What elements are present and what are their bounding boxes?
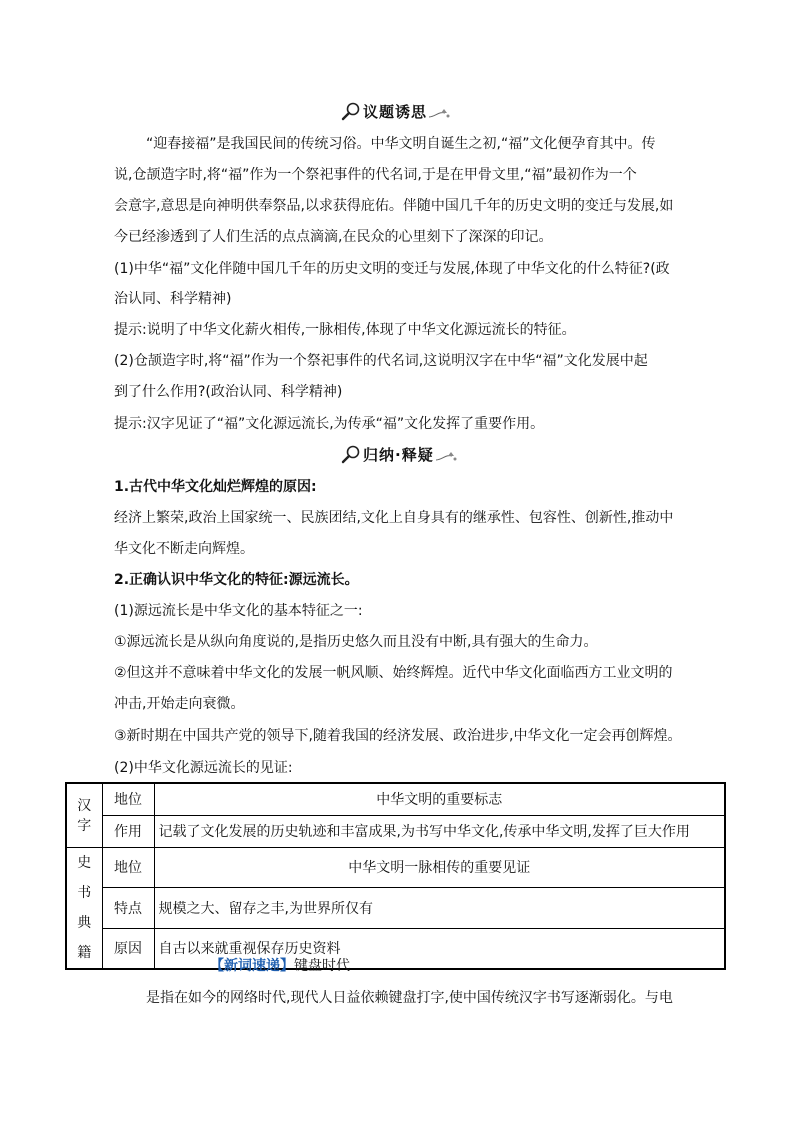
decorative-flourish-icon [427, 101, 453, 121]
answer-2: 提示:汉字见证了“福”文化源远流长,为传承“福”文化发挥了重要作用。 [114, 416, 545, 432]
bullet-2-line-1: ②但这并不意味着中华文化的发展一帆风顺、始终辉煌。近代中华文化面临西方工业文明的 [114, 665, 673, 681]
category-shishu-line-2: 典籍 [77, 914, 92, 961]
heading-2: 2.正确认识中华文化的特征:源远流长。 [114, 572, 359, 588]
table-row [66, 815, 725, 847]
decorative-flourish-icon [434, 444, 460, 464]
bullet-1: ①源远流长是从纵向角度说的,是指历史悠久而且没有中断,具有强大的生命力。 [114, 634, 598, 650]
magnifier-icon [341, 101, 363, 121]
heading-1: 1.古代中华文化灿烂辉煌的原因: [114, 479, 317, 495]
question-2-line-2: 到了什么作用?(政治认同、科学精神) [114, 384, 343, 400]
sub-point-2: (2)中华文化源远流长的见证: [114, 760, 293, 776]
intro-line-1: “迎春接福”是我国民间的传统习俗。中华文明自诞生之初,“福”文化便孕育其中。传 [146, 136, 656, 152]
row-content: 中华文明一脉相传的重要见证 [154, 847, 725, 888]
section-header-summary [341, 443, 460, 465]
paragraph-1-line-2: 华文化不断走向辉煌。 [114, 541, 254, 557]
category-hanzi: 汉字 [66, 783, 102, 847]
last-line: 是指在如今的网络时代,现代人日益依赖键盘打字,使中国传统汉字书写逐渐弱化。与电 [146, 990, 673, 1006]
intro-line-2: 说,仓颉造字时,将“福”作为一个祭祀事件的代名词,于是在甲骨文里,“福”最初作为一个 [114, 167, 637, 183]
category-shishu [66, 847, 102, 969]
table-row [66, 929, 725, 969]
paragraph-1-line-1: 经济上繁荣,政治上国家统一、民族团结,文化上自身具有的继承性、包容性、创新性,推动中 [114, 510, 674, 526]
bullet-2-line-2: 冲击,开始走向衰微。 [114, 696, 245, 712]
table-row [66, 888, 725, 929]
row-label: 特点 [102, 888, 154, 929]
intro-line-4: 今已经渗透到了人们生活的点点滴滴,在民众的心里刻下了深深的印记。 [114, 229, 553, 245]
new-word-bracket: 【新词速递】 [210, 958, 294, 974]
magnifier-icon [341, 444, 363, 464]
category-shishu-line-1: 史书 [77, 854, 92, 901]
question-2-line-1: (2)仓颉造字时,将“福”作为一个祭祀事件的代名词,这说明汉字在中华“福”文化发展中起 [114, 353, 648, 369]
answer-1: 提示:说明了中华文化薪火相传,一脉相传,体现了中华文化源远流长的特征。 [114, 322, 576, 338]
new-word-line [210, 956, 350, 976]
table-row [66, 783, 725, 815]
row-label: 地位 [102, 847, 154, 888]
intro-line-3: 会意字,意思是向神明供奉祭品,以求获得庇佑。伴随中国几千年的历史文明的变迁与发展,如 [114, 198, 674, 214]
table-row [66, 847, 725, 888]
row-label: 地位 [102, 783, 154, 815]
question-1-line-2: 治认同、科学精神) [114, 291, 232, 307]
evidence-table [65, 782, 726, 970]
row-content: 中华文明的重要标志 [154, 783, 725, 815]
bullet-3: ③新时期在中国共产党的领导下,随着我国的经济发展、政治进步,中华文化一定会再创辉煌。 [114, 728, 682, 744]
row-content: 自古以来就重视保存历史资料 [154, 929, 725, 969]
row-label: 原因 [102, 929, 154, 969]
row-content: 记载了文化发展的历史轨迹和丰富成果,为书写中华文化,传承中华文明,发挥了巨大作用 [154, 815, 725, 847]
section-title: 归纳·释疑 [363, 445, 434, 464]
new-word-term: 键盘时代 [294, 958, 350, 974]
section-header-issue [341, 100, 453, 122]
section-title: 议题诱思 [363, 102, 428, 121]
sub-point-1: (1)源远流长是中华文化的基本特征之一: [114, 603, 363, 619]
question-1-line-1: (1)中华“福”文化伴随中国几千年的历史文明的变迁与发展,体现了中华文化的什么特征?(政 [114, 261, 670, 277]
row-label: 作用 [102, 815, 154, 847]
row-content: 规模之大、留存之丰,为世界所仅有 [154, 888, 725, 929]
